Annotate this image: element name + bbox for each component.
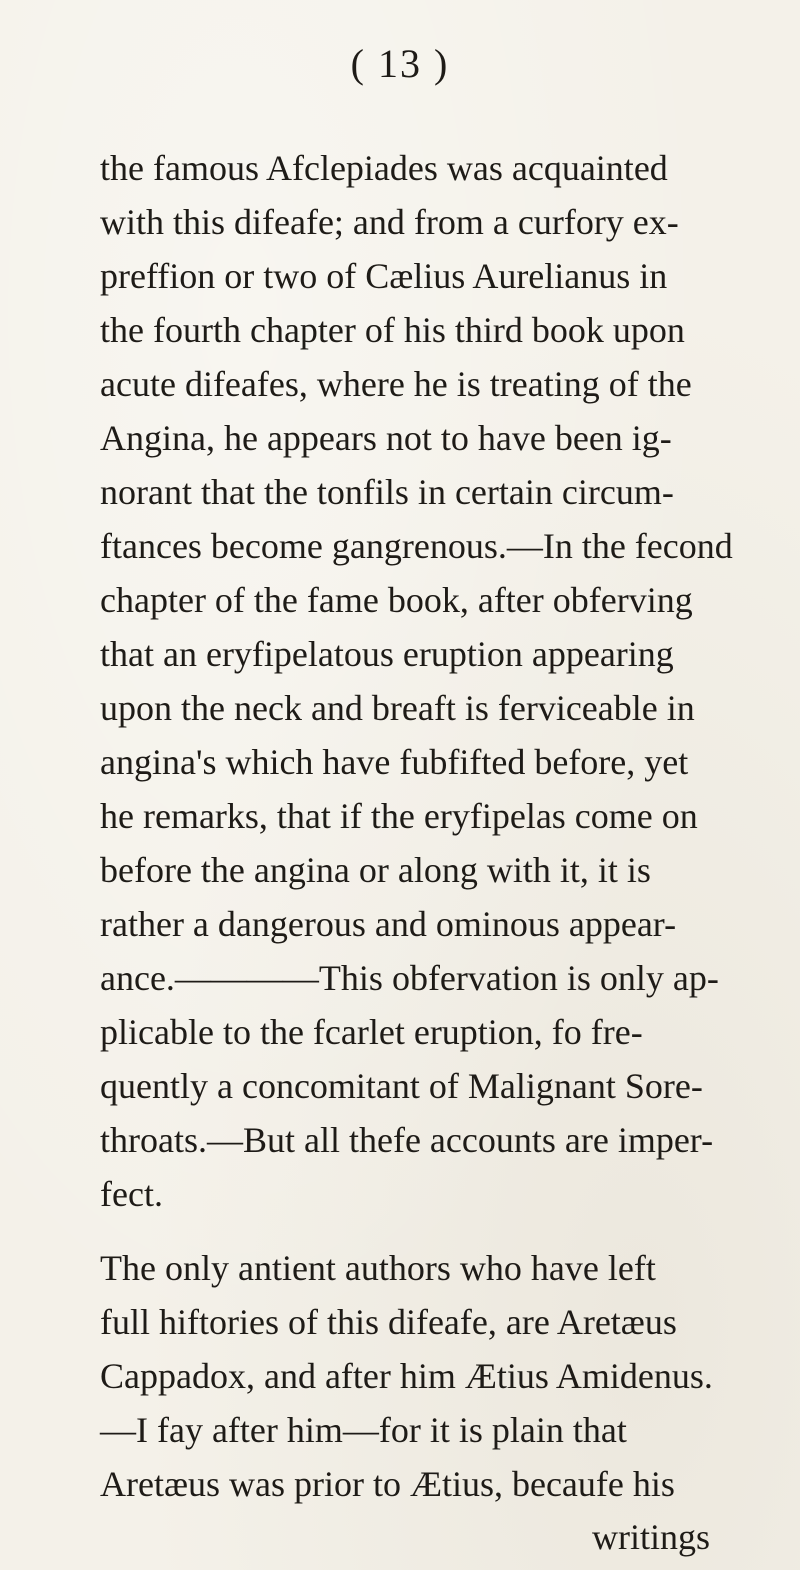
text-line: acute difeafes, where he is treating of the — [100, 364, 692, 404]
text-line: The only antient authors who have left — [100, 1248, 656, 1288]
text-line: the famous Afclepiades was acquainted — [100, 148, 668, 188]
text-line: ftances become gangrenous.—In the fecond — [100, 526, 733, 566]
text-line: quently a concomitant of Malignant Sore- — [100, 1066, 703, 1106]
page-number: ( 13 ) — [350, 41, 450, 86]
text-line: upon the neck and breaft is ferviceable in — [100, 688, 695, 728]
catchword: writings — [591, 1517, 710, 1557]
text-line: ance.————This obfervation is only ap- — [100, 958, 719, 998]
text-line: Angina, he appears not to have been ig- — [100, 418, 672, 458]
text-line: norant that the tonfils in certain circum- — [100, 472, 674, 512]
text-line: Aretæus was prior to Ætius, becaufe his — [100, 1464, 675, 1504]
text-line: the fourth chapter of his third book upon — [100, 310, 685, 350]
text-line: chapter of the fame book, after obferving — [100, 580, 693, 620]
text-line: angina's which have fubfifted before, yet — [100, 742, 689, 782]
text-line: throats.—But all thefe accounts are imper- — [100, 1120, 714, 1160]
text-line: before the angina or along with it, it is — [100, 850, 651, 890]
text-line: plicable to the fcarlet eruption, fo fre- — [100, 1012, 643, 1052]
text-line: rather a dangerous and ominous appear- — [100, 904, 677, 944]
text-line: fect. — [100, 1174, 163, 1214]
text-line: with this difeafe; and from a curfory ex- — [100, 202, 679, 242]
text-line: he remarks, that if the eryfipelas come on — [100, 796, 698, 836]
text-line: preffion or two of Cælius Aurelianus in — [100, 256, 668, 296]
text-line: that an eryfipelatous eruption appearing — [100, 634, 674, 674]
text-line: full hiftories of this difeafe, are Aretæus — [100, 1302, 677, 1342]
text-line: —I fay after him—for it is plain that — [100, 1410, 627, 1450]
text-line: Cappadox, and after him Ætius Amidenus. — [100, 1356, 713, 1396]
